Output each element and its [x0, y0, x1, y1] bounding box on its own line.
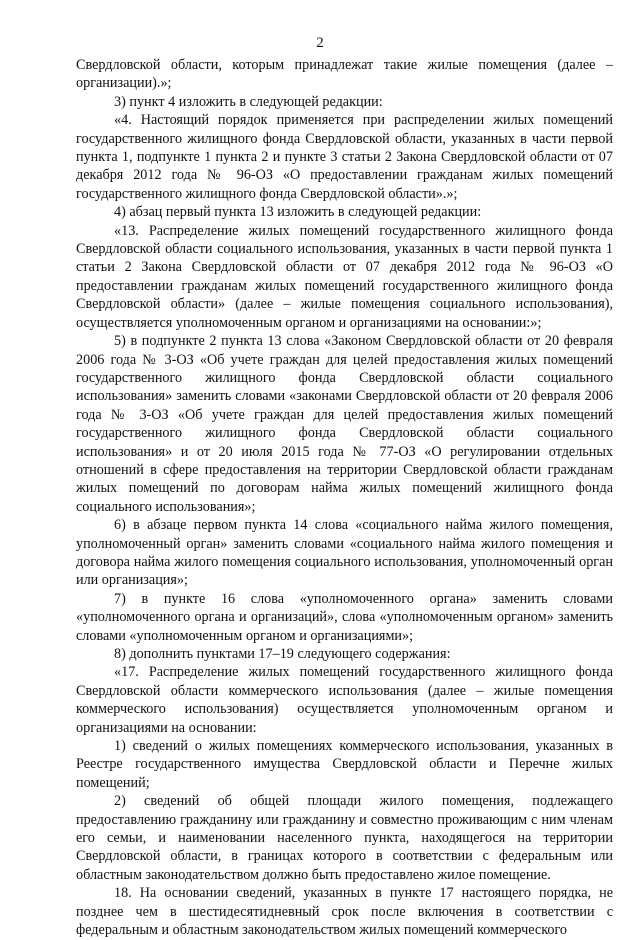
paragraph: 2) сведений об общей площади жилого помещения, подлежащего предоставлению гражданину или гражданину и совместно проживающим с ним членам его семьи, и наименовании населенного пункта, находящегося на территории Свердловской области, в границах которого в соответствии с федеральным или областным законодательством должно быть предоставлено жилое помещение.: [76, 793, 613, 883]
document-body: [76, 56, 613, 940]
paragraph: 7) в пункте 16 слова «уполномоченного органа» заменить словами «уполномоченного органа и организаций», слова «уполномоченным органом» заменить словами «уполномоченным органом и организациями»;: [76, 590, 613, 644]
paragraph: 18. На основании сведений, указанных в пункте 17 настоящего порядка, не позднее чем в шестидесятидневный срок после включения в соответствии с федеральным и областным законодательством жилых помещений коммерческого: [76, 885, 613, 939]
paragraph: 3) пункт 4 изложить в следующей редакции:: [114, 93, 383, 110]
paragraph: 1) сведений о жилых помещениях коммерческого использования, указанных в Реестре государственного имущества Свердловской области и Перечне жилых помещений;: [76, 738, 613, 791]
paragraph: «13. Распределение жилых помещений государственного жилищного фонда Свердловской области социального использования, указанных в части первой пункта 1 статьи 2 Закона Свердловской области от 07 декабря 2012 года № 96-ОЗ «О предоставлении гражданам жилых помещений государственного жилищного фонда Свердловской области» (далее – жилые помещения социального использования), осуществляется уполномоченным органом и организациями на основании:»;: [76, 222, 613, 331]
paragraph: 5) в подпункте 2 пункта 13 слова «Законом Свердловской области от 20 февраля 2006 года № 3-ОЗ «Об учете граждан для целей предоставления жилых помещений государственного жилищного фонда Свердловской области социального использования» заменить словами «законами Свердловской области от 20 февраля 2006 года № 3-ОЗ «Об учете граждан для целей предоставления жилых помещений государственного жилищного фонда Свердловской области социального использования» и от 20 июля 2015 года № 77-ОЗ «О регулировании отдельных отношений в сфере предоставления на территории Свердловской области гражданам жилых помещений по договорам найма жилых помещений жилищного фонда социального использования»;: [76, 333, 613, 515]
paragraph: 4) абзац первый пункта 13 изложить в следующей редакции:: [114, 204, 482, 221]
paragraph: 6) в абзаце первом пункта 14 слова «социального найма жилого помещения, уполномоченный орган» заменить словами «социального найма жилого помещения и договора найма жилого помещения социального использования, уполномоченный орган или организация»;: [76, 517, 613, 589]
paragraph: 8) дополнить пунктами 17–19 следующего содержания:: [114, 646, 451, 662]
paragraph: «4. Настоящий порядок применяется при распределении жилых помещений государственного жилищного фонда Свердловской области, указанных в части первой пункта 1, подпункте 1 пункта 2 и пункте 3 статьи 2 Закона Свердловской области от 07 декабря 2012 года № 96-ОЗ «О предоставлении гражданам жилых помещений государственного жилищного фонда Свердловской области».»;: [76, 112, 613, 202]
paragraph: «17. Распределение жилых помещений государственного жилищного фонда Свердловской области коммерческого использования (далее – жилые помещения коммерческого использования) осуществляется уполномоченным органом и организациями на основании:: [76, 664, 613, 736]
paragraph: Свердловской области, которым принадлежат такие жилые помещения (далее – организации).»;: [76, 57, 613, 92]
page-number: 2: [316, 35, 324, 51]
